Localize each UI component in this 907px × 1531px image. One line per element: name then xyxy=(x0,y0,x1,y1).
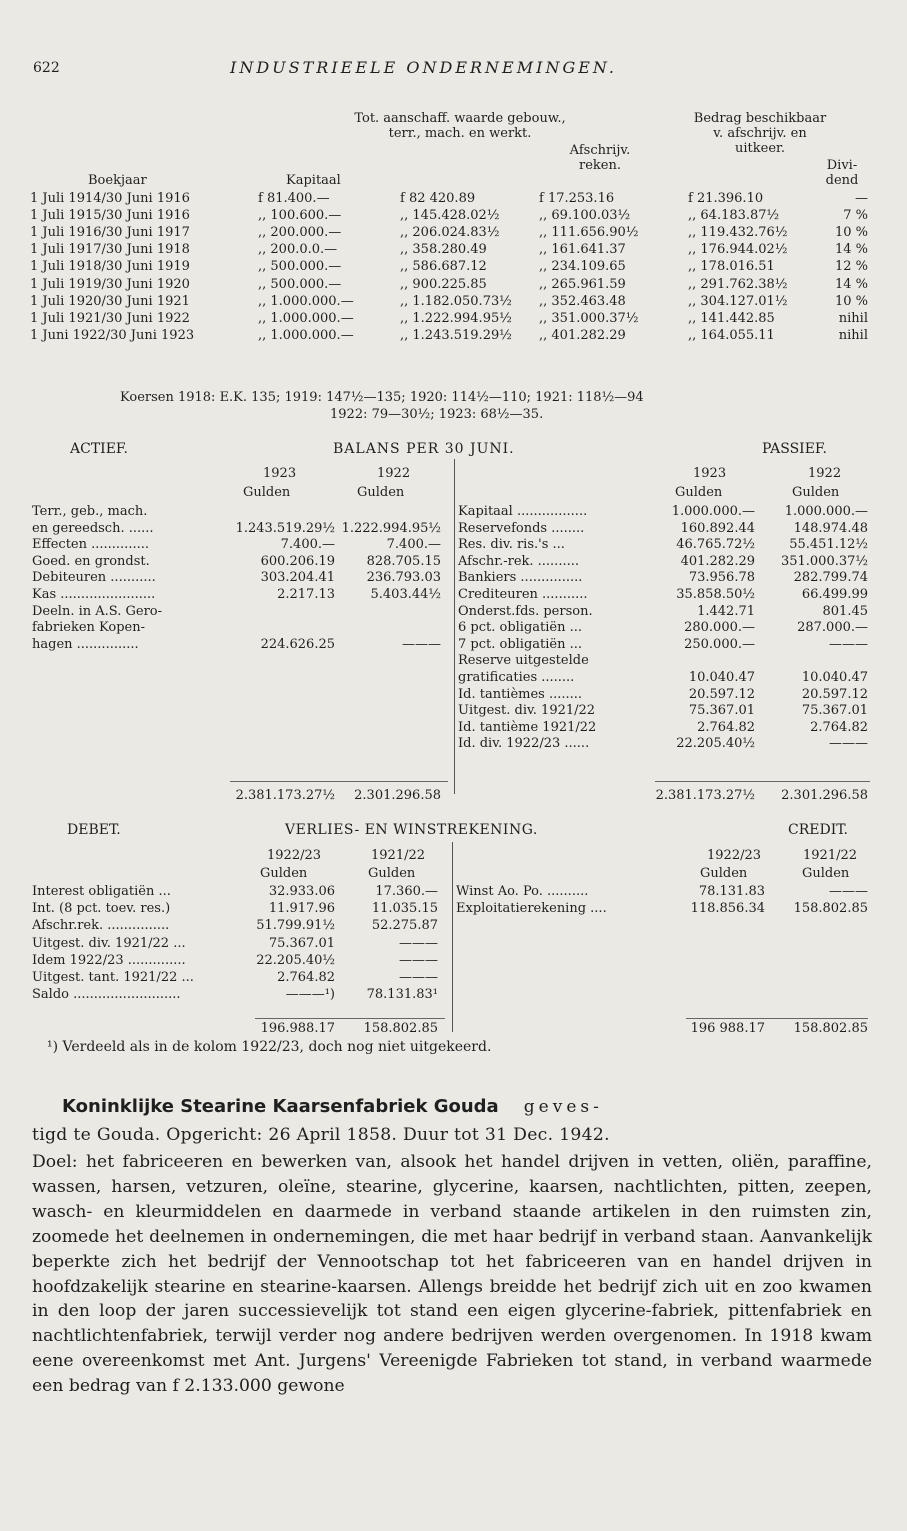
debet-label-cell: Saldo .......................... xyxy=(32,987,181,1003)
company-title: Koninklijke Stearine Kaarsenfabriek Gouda xyxy=(62,1096,499,1117)
history-dividend: 10 % xyxy=(834,293,868,309)
history-bedrag: ,, 176.944.02½ xyxy=(688,242,788,258)
history-kapitaal: ,, 1.000.000.— xyxy=(258,327,354,343)
passief-label: Crediteuren ........... xyxy=(458,587,588,602)
actief-1923: 2.217.13 xyxy=(277,587,335,602)
col-kapitaal: Kapitaal xyxy=(286,173,341,188)
passief-label: Reservefonds ........ xyxy=(458,520,585,536)
balans-year-right-a: 1923 xyxy=(693,466,727,481)
col-bedrag: Bedrag beschikbaar v. afschrijv. en uitkeer. xyxy=(693,111,827,156)
history-boekjaar: 1 Juli 1915/30 Juni 1916 xyxy=(30,208,190,224)
vw-unit-right-a: Gulden xyxy=(700,866,748,881)
debet-label-cell: Int. (8 pct. toev. res.) xyxy=(32,901,171,917)
balans-year-right-b: 1922 xyxy=(808,466,842,481)
history-bedrag: ,, 304.127.01½ xyxy=(688,293,788,309)
passief-1922: ——— xyxy=(829,636,868,652)
balans-unit-left-b: Gulden xyxy=(357,485,405,500)
actief-1922: 828.705.15 xyxy=(366,553,441,569)
vw-total-right-a: 196 988.17 xyxy=(690,1021,765,1036)
passief-1922: 148.974.48 xyxy=(793,520,868,536)
history-bedrag: ,, 141.442.85 xyxy=(688,310,775,326)
debet-1922-23: 32.933.06 xyxy=(268,884,335,899)
passief-label: 6 pct. obligatiën ... xyxy=(458,620,583,636)
vw-unit-right-b: Gulden xyxy=(802,866,850,881)
actief-1922: 5.403.44½ xyxy=(370,587,441,602)
history-afschrijv: ,, 352.463.48 xyxy=(539,293,626,309)
passief-1923: 1.000.000.— xyxy=(671,504,755,519)
passief-1923: 250.000.— xyxy=(684,636,755,652)
passief-label: Onderst.fds. person. xyxy=(458,603,593,619)
koersen-line-1: Koersen 1918: E.K. 135; 1919: 147½—135; 1920: 114½—110; 1921: 118½—94 xyxy=(120,390,644,405)
passief-1922: 1.000.000.— xyxy=(784,504,868,519)
actief-1923: 600.206.19 xyxy=(260,553,335,569)
history-kapitaal: ,, 500.000.— xyxy=(258,259,342,275)
history-dividend: 14 % xyxy=(834,242,868,258)
debet-1922-23: 2.764.82 xyxy=(277,970,335,985)
history-kapitaal: ,, 1.000.000.— xyxy=(258,310,354,326)
company-intro-tail: geves- xyxy=(523,1097,603,1117)
debet-1922-23: 51.799.91½ xyxy=(256,918,335,934)
debet-label: DEBET. xyxy=(67,822,121,838)
vw-year-left-b: 1921/22 xyxy=(371,848,426,863)
col-aanschaff: Tot. aanschaff. waarde gebouw., terr., mach. en werkt. xyxy=(354,111,566,141)
actief-label: Kas ....................... xyxy=(32,587,156,602)
passief-1923: 73.956.78 xyxy=(688,570,755,586)
actief-1923: 224.626.25 xyxy=(260,636,335,652)
debet-1921-22: 52.275.87 xyxy=(371,918,438,934)
credit-1921-22: 158.802.85 xyxy=(793,901,868,917)
passief-label: Uitgest. div. 1921/22 xyxy=(458,703,596,719)
history-afschrijv: f 17.253.16 xyxy=(539,191,615,206)
passief-1922: ——— xyxy=(829,736,868,752)
actief-1923: 7.400.— xyxy=(280,537,335,553)
history-dividend: nihil xyxy=(838,310,868,326)
passief-label: PASSIEF. xyxy=(762,441,827,457)
debet-1921-22: 17.360.— xyxy=(375,884,438,899)
history-dividend: 7 % xyxy=(843,208,868,224)
passief-1922: 2.764.82 xyxy=(810,719,868,735)
passief-label: Id. tantième 1921/22 xyxy=(458,719,597,735)
passief-1923: 20.597.12 xyxy=(688,686,755,702)
history-afschrijv: ,, 351.000.37½ xyxy=(539,310,639,326)
history-boekjaar: 1 Juni 1922/30 Juni 1923 xyxy=(30,327,195,343)
vw-unit-left-b: Gulden xyxy=(368,866,416,881)
history-kapitaal: ,, 500.000.— xyxy=(258,276,342,292)
vw-year-right-b: 1921/22 xyxy=(803,848,858,863)
passief-1923: 10.040.47 xyxy=(688,670,755,685)
passief-label: Id. tantièmes ........ xyxy=(458,686,583,702)
history-aanschaff: ,, 145.428.02½ xyxy=(400,208,500,224)
history-bedrag: ,, 178.016.51 xyxy=(688,259,775,275)
footnote: ¹) Verdeeld als in de kolom 1922/23, doch nog niet uitgekeerd. xyxy=(47,1039,492,1055)
history-afschrijv: ,, 111.656.90½ xyxy=(539,225,639,241)
passief-1923: 46.765.72½ xyxy=(676,537,755,553)
passief-1922: 66.499.99 xyxy=(801,587,868,602)
history-aanschaff: ,, 900.225.85 xyxy=(400,276,487,292)
balans-unit-left-a: Gulden xyxy=(243,485,291,500)
debet-1922-23: 11.917.96 xyxy=(268,901,335,917)
company-paragraph: Doel: het fabriceeren en bewerken van, alsook het handel drijven in vetten, oliën, paraffine, wassen, harsen, vetzuren, oleïne, stearine, glycerine, kaarsen, nachtlichten, pitten, zeepen, wasch- en kleurmiddelen en daarmede in verband staande artikelen in den ruimsten zin, zoomede het deelnemen in ondernemingen, die met haar bedrijf in verband staan. Aanvankelijk beperkte zich het bedrijf der Vennootschap tot het fabriceeren van en handel drijven in hoofdzakelijk stearine en stearine-kaarsen. Allengs breidde het bedrijf zich uit en zoo kwamen in den loop der jaren successievelijk tot stand een eigen glycerine-fabriek, pittenfabriek en nachtlichtenfabriek, terwijl verder nog andere bedrijven werden overgenomen. In 1918 kwam eene overeenkomst met Ant. Jurgens' Vereenigde Fabrieken tot stand, in verband waarmede een bedrag van f 2.133.000 gewone xyxy=(32,1152,872,1397)
history-dividend: 14 % xyxy=(834,276,868,292)
passief-1923: 22.205.40½ xyxy=(676,736,755,752)
history-boekjaar: 1 Juli 1918/30 Juni 1919 xyxy=(30,259,190,275)
debet-1922-23: 22.205.40½ xyxy=(256,952,335,968)
history-kapitaal: ,, 100.600.— xyxy=(258,208,342,224)
col-boekjaar: Boekjaar xyxy=(88,173,147,188)
actief-label: hagen ............... xyxy=(32,636,139,652)
credit-1921-22: ——— xyxy=(829,884,868,899)
history-boekjaar: 1 Juli 1921/30 Juni 1922 xyxy=(30,310,190,326)
actief-label: Terr., geb., mach. xyxy=(32,504,148,519)
history-dividend: 12 % xyxy=(834,259,868,275)
vw-sum-line-left xyxy=(255,1018,445,1019)
balans-total-left-a: 2.381.173.27½ xyxy=(235,788,335,803)
debet-label-cell: Afschr.rek. ............... xyxy=(32,918,170,934)
company-founded-line: tigd te Gouda. Opgericht: 26 April 1858. Duur tot 31 Dec. 1942. xyxy=(32,1125,610,1145)
koersen-line-2: 1922: 79—30½; 1923: 68½—35. xyxy=(330,407,544,422)
col-dividend: Divi-dend xyxy=(825,158,859,188)
passief-1923: 280.000.— xyxy=(684,620,755,636)
history-afschrijv: ,, 161.641.37 xyxy=(539,242,626,258)
passief-1922: 351.000.37½ xyxy=(780,553,868,569)
actief-label: Effecten .............. xyxy=(32,537,149,553)
balans-total-right-b: 2.301.296.58 xyxy=(781,788,868,803)
passief-label: Res. div. ris.'s ... xyxy=(458,537,565,553)
history-afschrijv: ,, 69.100.03½ xyxy=(539,208,631,224)
passief-1922: 10.040.47 xyxy=(801,670,868,685)
debet-1921-22: ——— xyxy=(399,970,438,985)
passief-1923: 1.442.71 xyxy=(697,603,755,619)
credit-1922-23: 118.856.34 xyxy=(690,901,765,917)
history-kapitaal: ,, 200.0.0.— xyxy=(258,242,338,258)
balans-year-left-a: 1923 xyxy=(263,466,297,481)
history-dividend: — xyxy=(855,191,868,206)
history-kapitaal: f 81.400.— xyxy=(258,191,330,206)
balans-title: BALANS PER 30 JUNI. xyxy=(333,441,515,457)
history-afschrijv: ,, 265.961.59 xyxy=(539,276,626,292)
passief-1922: 287.000.— xyxy=(797,620,868,636)
history-bedrag: ,, 64.183.87½ xyxy=(688,208,780,224)
debet-label-cell: Uitgest. div. 1921/22 ... xyxy=(32,935,186,951)
vw-sum-line-right xyxy=(686,1018,868,1019)
history-aanschaff: f 82 420.89 xyxy=(400,191,476,206)
vw-total-right-b: 158.802.85 xyxy=(793,1021,868,1036)
debet-1922-23: 75.367.01 xyxy=(268,935,335,951)
history-bedrag: ,, 291.762.38½ xyxy=(688,276,788,292)
actief-1922: 236.793.03 xyxy=(366,570,441,586)
passief-1922: 55.451.12½ xyxy=(789,537,868,553)
passief-1923: 160.892.44 xyxy=(680,520,755,536)
actief-1922: 7.400.— xyxy=(386,537,441,553)
history-boekjaar: 1 Juli 1916/30 Juni 1917 xyxy=(30,225,190,241)
vw-total-left-a: 196.988.17 xyxy=(260,1021,335,1036)
company-name xyxy=(62,1096,603,1117)
passief-label: Kapitaal ................. xyxy=(458,504,588,519)
debet-1921-22: 11.035.15 xyxy=(371,901,438,917)
balans-unit-right-b: Gulden xyxy=(792,485,840,500)
vw-unit-left-a: Gulden xyxy=(260,866,308,881)
debet-1921-22: ——— xyxy=(399,952,438,968)
history-boekjaar: 1 Juli 1914/30 Juni 1916 xyxy=(30,191,190,206)
history-aanschaff: ,, 1.222.994.95½ xyxy=(400,310,512,326)
balans-unit-right-a: Gulden xyxy=(675,485,723,500)
balans-sum-line-right xyxy=(655,781,870,782)
balans-year-left-b: 1922 xyxy=(377,466,411,481)
passief-1923: 401.282.29 xyxy=(680,553,755,569)
running-title: INDUSTRIEELE ONDERNEMINGEN. xyxy=(230,58,617,77)
balans-divider xyxy=(454,459,455,794)
history-bedrag: ,, 119.432.76½ xyxy=(688,225,788,241)
history-boekjaar: 1 Juli 1917/30 Juni 1918 xyxy=(30,242,190,258)
history-boekjaar: 1 Juli 1919/30 Juni 1920 xyxy=(30,276,190,292)
passief-1922: 282.799.74 xyxy=(793,570,868,586)
actief-label: Deeln. in A.S. Gero- xyxy=(32,603,163,619)
vw-year-left-a: 1922/23 xyxy=(267,848,322,863)
history-kapitaal: ,, 200.000.— xyxy=(258,225,342,241)
history-boekjaar: 1 Juli 1920/30 Juni 1921 xyxy=(30,293,190,309)
passief-label: gratificaties ........ xyxy=(458,670,575,685)
actief-label: en gereedsch. ...... xyxy=(32,520,154,536)
history-dividend: 10 % xyxy=(834,225,868,241)
col-afschrijv: Afschrijv. reken. xyxy=(569,143,631,173)
vw-divider xyxy=(452,842,453,1032)
passief-label: Bankiers ............... xyxy=(458,570,583,586)
credit-label-cell: Exploitatierekening .... xyxy=(456,901,607,917)
history-bedrag: f 21.396.10 xyxy=(688,191,764,206)
passief-1923: 75.367.01 xyxy=(688,703,755,719)
actief-1923: 303.204.41 xyxy=(260,570,335,586)
history-afschrijv: ,, 234.109.65 xyxy=(539,259,626,275)
credit-1922-23: 78.131.83 xyxy=(698,884,765,899)
vw-total-left-b: 158.802.85 xyxy=(363,1021,438,1036)
history-kapitaal: ,, 1.000.000.— xyxy=(258,293,354,309)
balans-total-left-b: 2.301.296.58 xyxy=(354,788,441,803)
debet-label-cell: Idem 1922/23 .............. xyxy=(32,952,186,968)
passief-1923: 35.858.50½ xyxy=(676,587,755,602)
passief-label: Reserve uitgestelde xyxy=(458,653,589,669)
history-afschrijv: ,, 401.282.29 xyxy=(539,327,626,343)
passief-1922: 20.597.12 xyxy=(801,686,868,702)
history-aanschaff: ,, 1.243.519.29½ xyxy=(400,327,512,343)
actief-1922: ——— xyxy=(402,636,441,652)
credit-label: CREDIT. xyxy=(788,822,848,838)
passief-label: Id. div. 1922/23 ...... xyxy=(458,736,590,752)
passief-1922: 801.45 xyxy=(822,603,868,619)
history-aanschaff: ,, 586.687.12 xyxy=(400,259,487,275)
passief-1922: 75.367.01 xyxy=(801,703,868,719)
actief-1923: 1.243.519.29½ xyxy=(235,520,335,536)
actief-label: fabrieken Kopen- xyxy=(32,620,145,636)
actief-label: Goed. en grondst. xyxy=(32,553,150,569)
debet-label-cell: Uitgest. tant. 1921/22 ... xyxy=(32,970,194,985)
vw-year-right-a: 1922/23 xyxy=(707,848,762,863)
passief-label: Afschr.-rek. .......... xyxy=(458,553,579,569)
debet-label-cell: Interest obligatiën ... xyxy=(32,884,171,899)
balans-sum-line-left xyxy=(230,781,448,782)
passief-1923: 2.764.82 xyxy=(697,719,755,735)
history-dividend: nihil xyxy=(838,327,868,343)
history-aanschaff: ,, 1.182.050.73½ xyxy=(400,293,512,309)
actief-1922: 1.222.994.95½ xyxy=(341,520,441,536)
debet-1921-22: ——— xyxy=(399,935,438,951)
credit-label-cell: Winst Ao. Po. .......... xyxy=(456,884,589,899)
history-aanschaff: ,, 206.024.83½ xyxy=(400,225,500,241)
actief-label: ACTIEF. xyxy=(70,441,128,457)
passief-label: 7 pct. obligatiën ... xyxy=(458,636,583,652)
history-aanschaff: ,, 358.280.49 xyxy=(400,242,487,258)
verlies-title: VERLIES- EN WINSTREKENING. xyxy=(285,822,538,838)
debet-1921-22: 78.131.83¹ xyxy=(366,987,438,1003)
balans-total-right-a: 2.381.173.27½ xyxy=(655,788,755,803)
page-number: 622 xyxy=(33,60,60,76)
debet-1922-23: ———¹) xyxy=(285,987,335,1003)
history-bedrag: ,, 164.055.11 xyxy=(688,327,775,343)
actief-label: Debiteuren ........... xyxy=(32,570,156,586)
